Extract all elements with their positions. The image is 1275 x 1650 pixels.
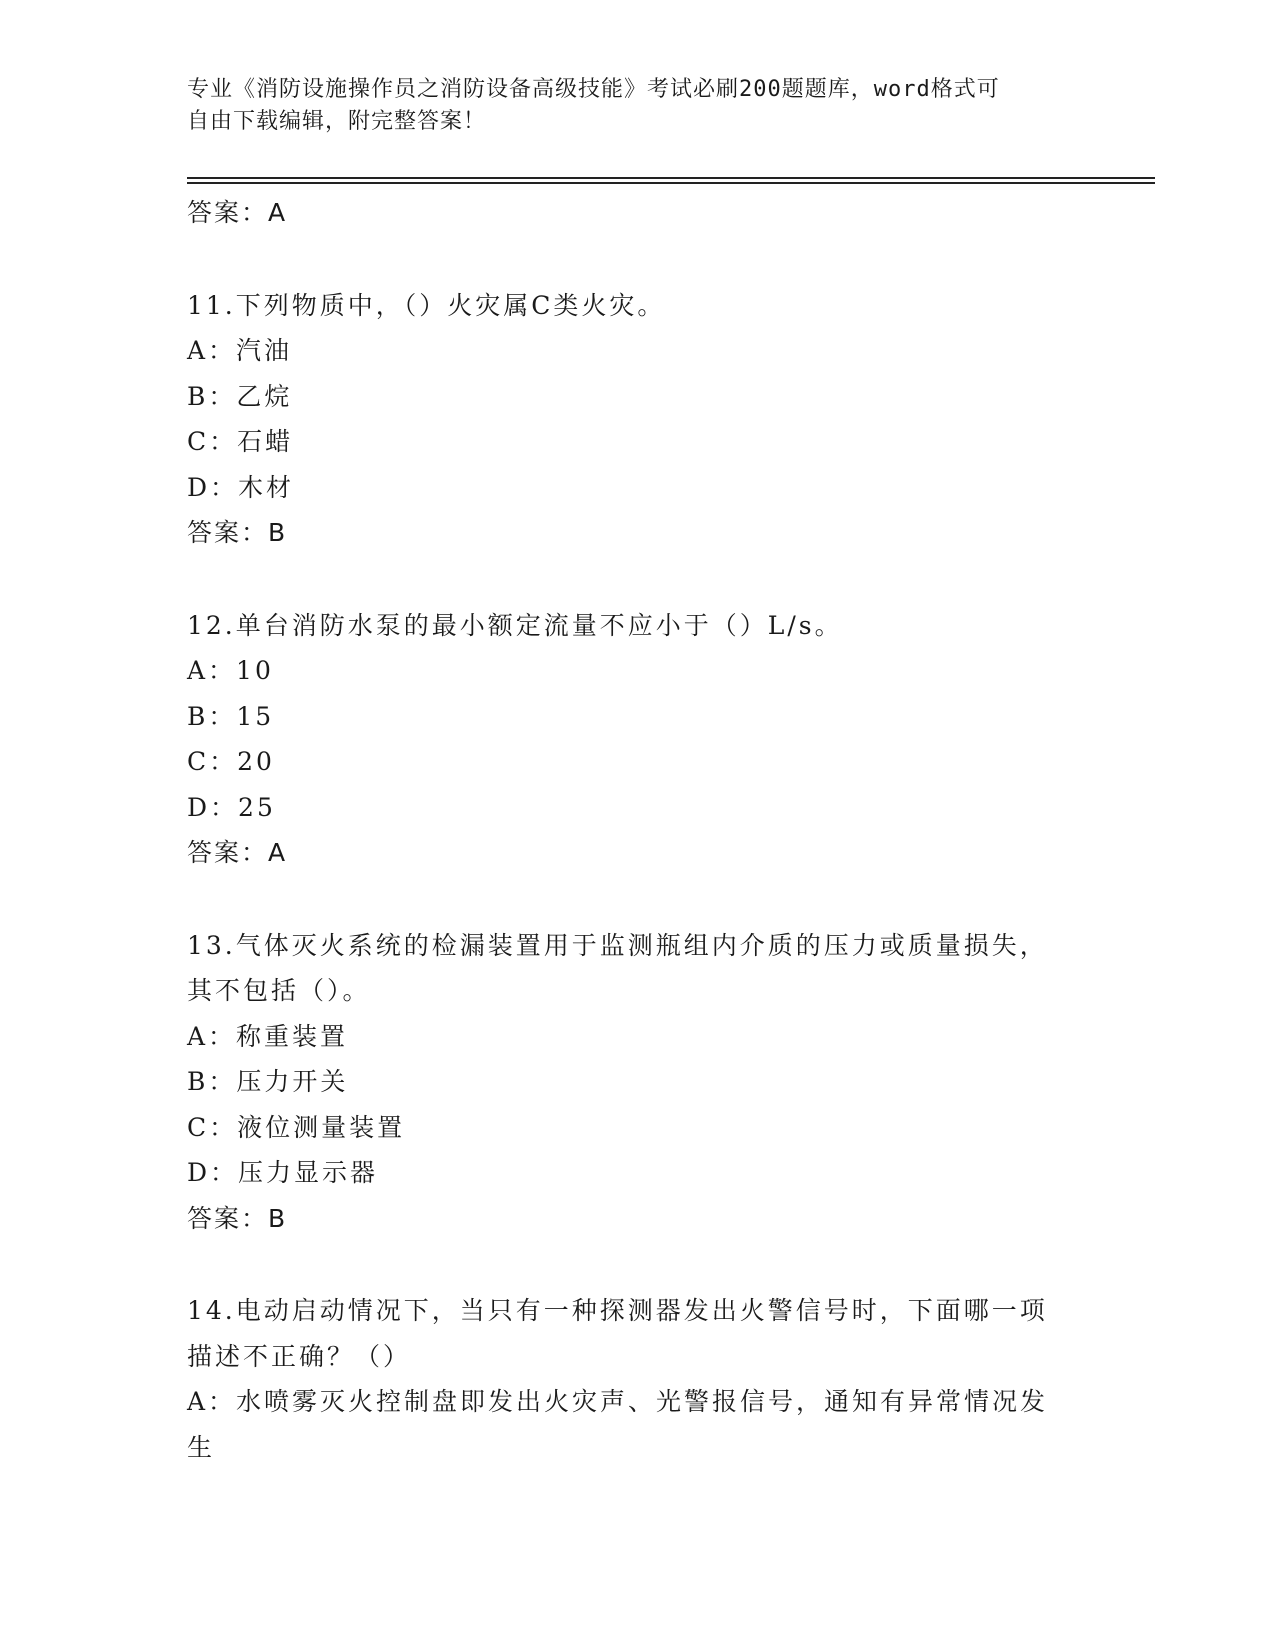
option-d: D：25 xyxy=(187,792,276,822)
option-a: A：10 xyxy=(187,656,274,685)
spacer xyxy=(187,1241,1087,1288)
answer-line: 答案：A xyxy=(187,838,288,867)
option-d: D：压力显示器 xyxy=(187,1158,379,1187)
option-a: A：称重装置 xyxy=(187,1021,349,1051)
spacer xyxy=(187,236,1087,283)
document-header xyxy=(187,74,1067,138)
question-block xyxy=(187,603,1087,876)
option-b: B：乙烷 xyxy=(187,381,293,411)
option-a: A：水喷雾灭火控制盘即发出火灾声、光警报信号，通知有异常情况发 xyxy=(187,1387,1049,1416)
option-a-continued: 生 xyxy=(187,1432,216,1462)
option-d: D：木材 xyxy=(187,472,295,502)
question-stem-continued: 描述不正确？（） xyxy=(187,1341,412,1371)
option-c: C：液位测量装置 xyxy=(187,1112,406,1142)
answer-line: 答案：A xyxy=(187,198,288,227)
question-block xyxy=(187,1288,1087,1470)
question-stem: 13.气体灭火系统的检漏装置用于监测瓶组内介质的压力或质量损失， xyxy=(187,930,1048,960)
option-a: A：汽油 xyxy=(187,336,293,365)
option-b: B：15 xyxy=(187,701,275,731)
question-block xyxy=(187,923,1087,1242)
question-stem: 12.单台消防水泵的最小额定流量不应小于（）L/s。 xyxy=(187,610,843,640)
header-line-2: 自由下载编辑，附完整答案！ xyxy=(187,109,487,134)
question-stem-continued: 其不包括（）。 xyxy=(187,976,371,1005)
header-divider-top xyxy=(187,177,1155,179)
option-c: C：石蜡 xyxy=(187,427,294,456)
option-b: B：压力开关 xyxy=(187,1067,349,1096)
question-stem: 11.下列物质中，（）火灾属C类火灾。 xyxy=(187,290,666,320)
question-content xyxy=(187,190,1087,1470)
spacer xyxy=(187,556,1087,603)
answer-line: 答案：B xyxy=(187,518,288,547)
question-block xyxy=(187,283,1087,556)
answer-line: 答案：B xyxy=(187,1203,288,1233)
header-line-1: 专业《消防设施操作员之消防设备高级技能》考试必刷200题题库，word格式可 xyxy=(187,77,1000,102)
question-stem: 14.电动启动情况下，当只有一种探测器发出火警信号时，下面哪一项 xyxy=(187,1296,1048,1325)
option-c: C：20 xyxy=(187,747,275,776)
header-divider-bottom xyxy=(187,182,1155,184)
spacer xyxy=(187,876,1087,923)
